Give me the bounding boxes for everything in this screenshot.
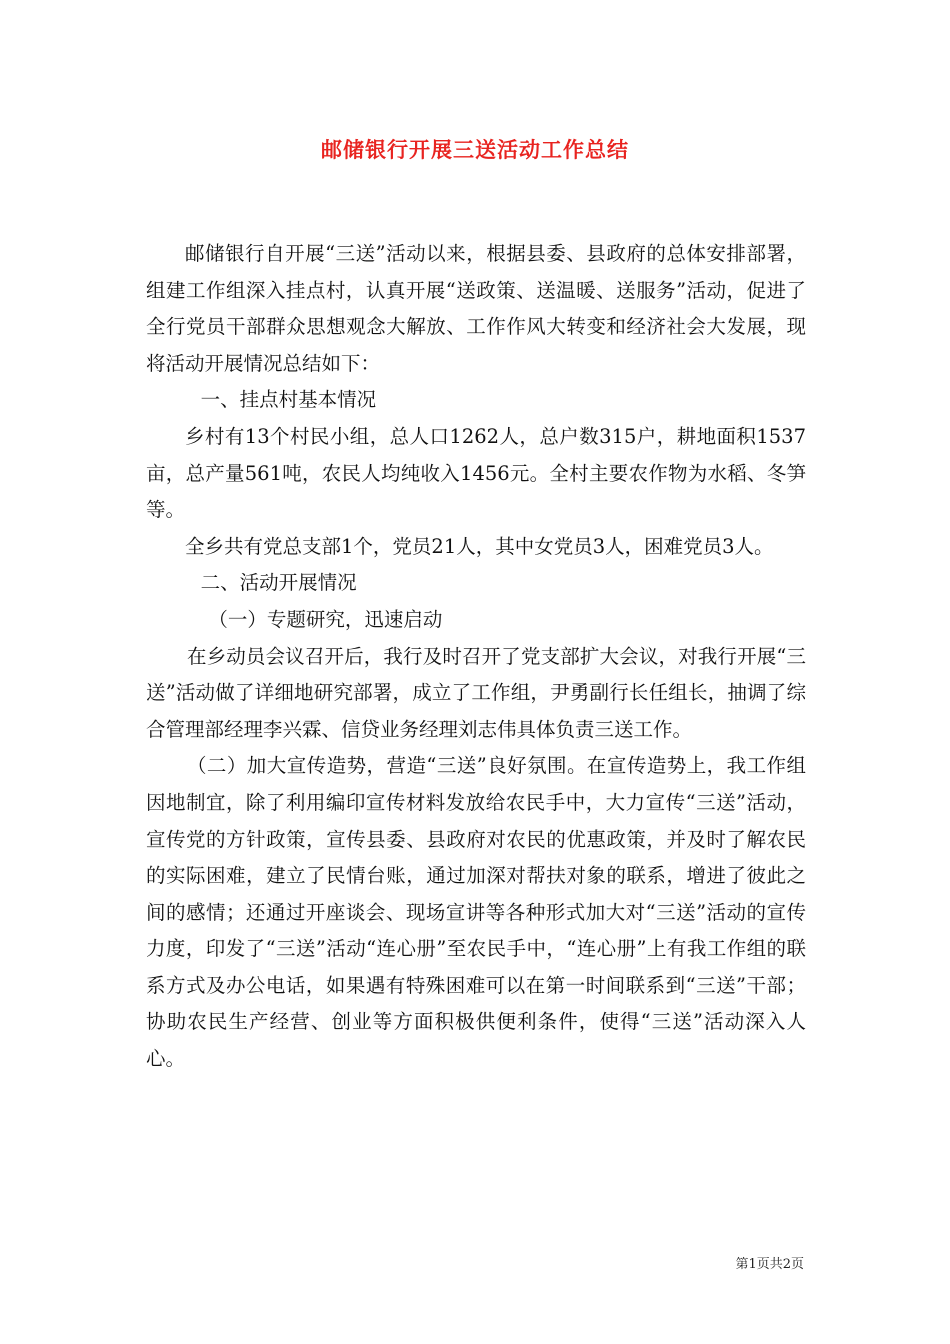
research-paragraph: 在乡动员会议召开后，我行及时召开了党支部扩大会议，对我行开展“三送”活动做了详细地研究部署，成立了工作组，尹勇副行长任组长，抽调了综合管理部经理李兴霖、信贷业务经理刘志伟具体负责三送工作。 xyxy=(146,644,806,741)
document-body xyxy=(146,236,806,1078)
intro-paragraph: 邮储银行自开展“三送”活动以来，根据县委、县政府的总体安排部署，组建工作组深入挂点村，认真开展“送政策、送温暖、送服务”活动，促进了全行党员干部群众思想观念大解放、工作作风大转变和经济社会大发展，现将活动开展情况总结如下： xyxy=(146,242,806,375)
village-info-paragraph: 乡村有13个村民小组，总人口1262人，总户数315户，耕地面积1537亩，总产量561吨，农民人均纯收入1456元。全村主要农作物为水稻、冬笋等。 xyxy=(146,424,806,522)
publicity-paragraph: （二）加大宣传造势，营造“三送”良好氛围。在宣传造势上，我工作组因地制宜，除了利用编印宣传材料发放给农民手中，大力宣传“三送”活动，宣传党的方针政策，宣传县委、县政府对农民的优惠政策，并及时了解农民的实际困难，建立了民情台账，通过加深对帮扶对象的联系，增进了彼此之间的感情；还通过开座谈会、现场宣讲等各种形式加大对“三送”活动的宣传力度，印发了“三送”活动“连心册”至农民手中，“连心册”上有我工作组的联系方式及办公电话，如果遇有特殊困难可以在第一时间联系到“三送”干部；协助农民生产经营、创业等方面积极供便利条件，使得“三送”活动深入人心。 xyxy=(146,754,806,1071)
section-heading-1: 一、挂点村基本情况 xyxy=(200,388,377,412)
subsection-heading-1: （一）专题研究，迅速启动 xyxy=(208,607,443,631)
document-title: 邮储银行开展三送活动工作总结 xyxy=(321,137,629,162)
party-info-paragraph: 全乡共有党总支部1个，党员21人，其中女党员3人，困难党员3人。 xyxy=(185,534,774,558)
page-number: 第1页共2页 xyxy=(735,1257,804,1272)
section-heading-2: 二、活动开展情况 xyxy=(200,571,357,595)
